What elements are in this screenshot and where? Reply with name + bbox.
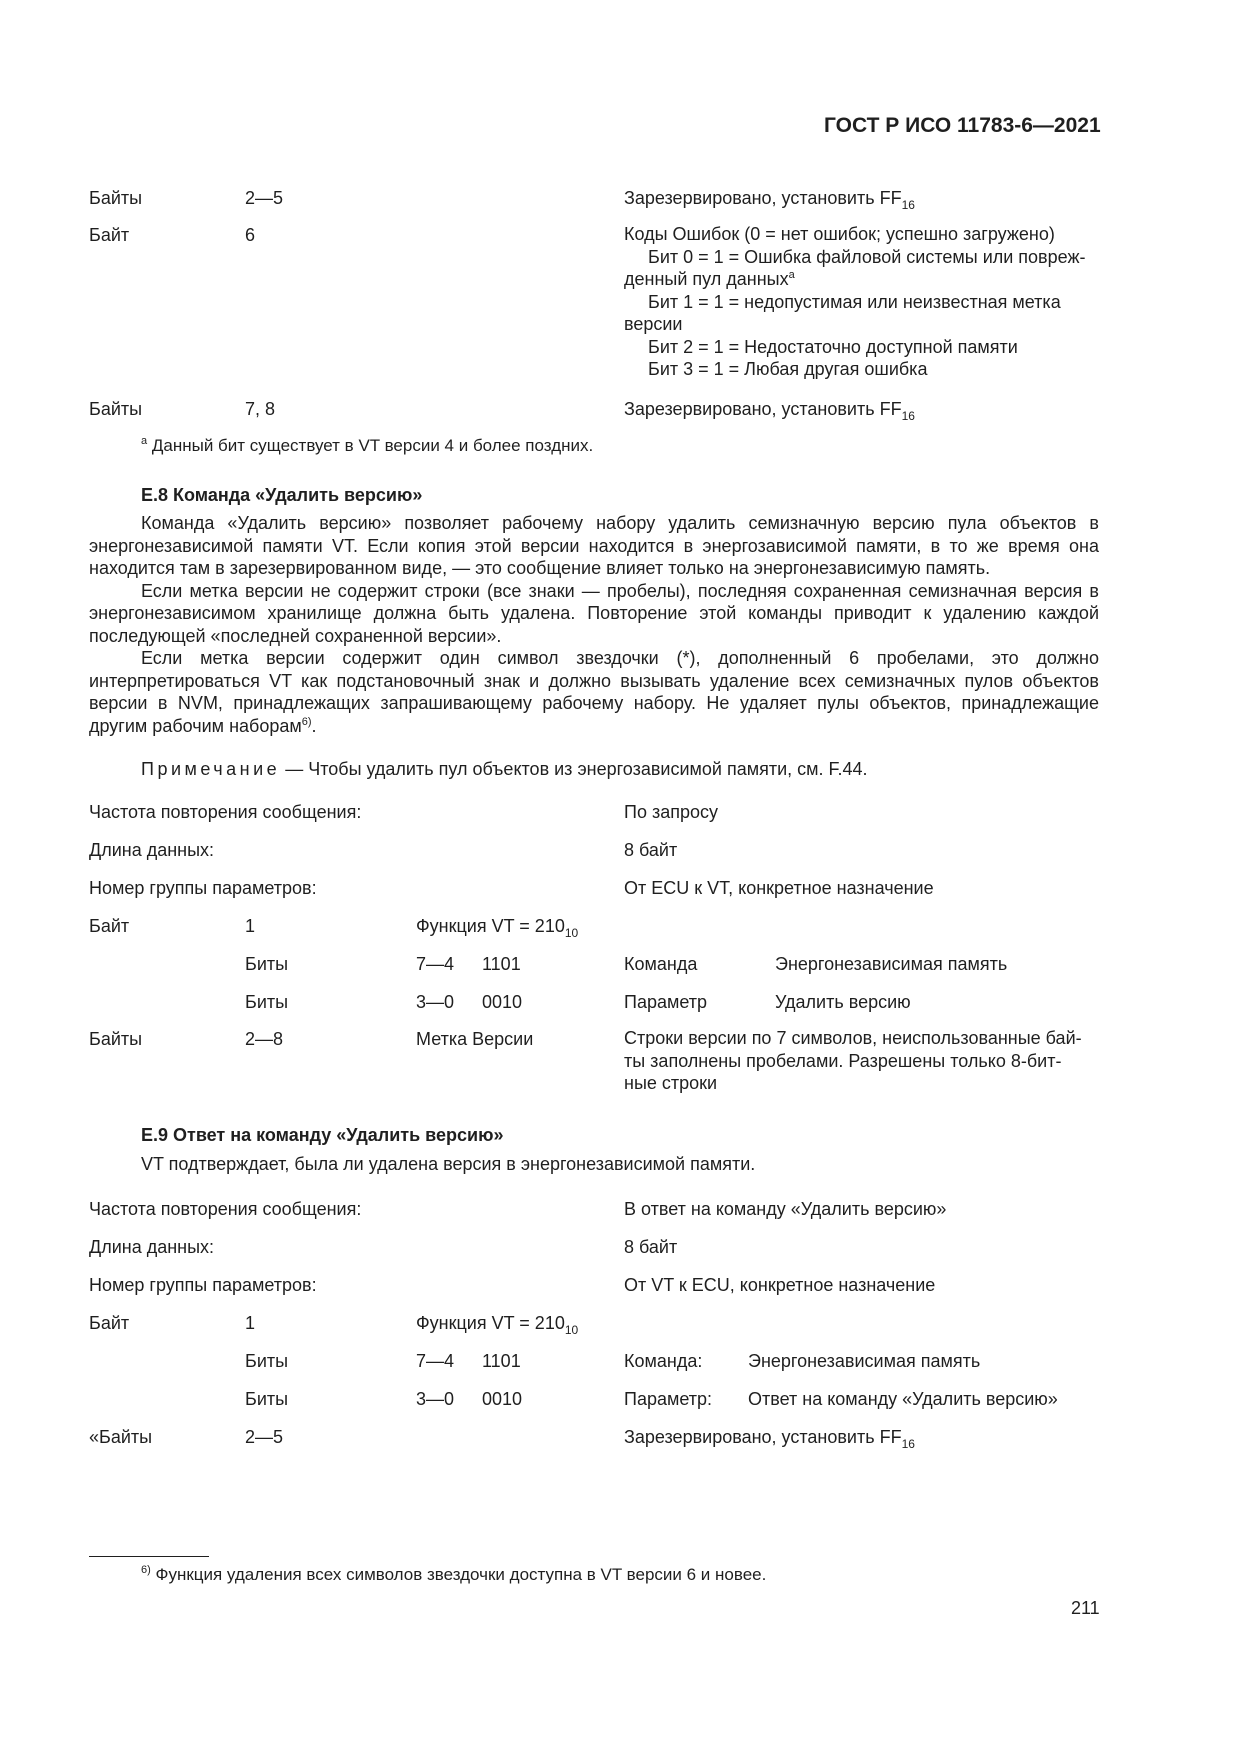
e8-bytes28-pos: 2—8 <box>245 1029 284 1049</box>
e9-bytes25-pos: 2—5 <box>245 1427 284 1447</box>
e8-paragraph-3: Если метка версии содержит один символ звездочки (*), дополненный 6 пробелами, это должно интерпретироваться VT как подстановочный знак и должно вызывать удаление всех семизначных пулов объектов версии в NVM, принадлежащих запрашивающему рабочему набору. Не удаляет пулы объектов, принадлежащие другим рабочим наборам$^{6)}$. <box>89 648 1099 736</box>
e8-byte1-func: Функция VT = $210_{10}$ <box>416 916 579 940</box>
e8-byte1-field: Байт <box>89 916 130 936</box>
e8-byte1-pos: 1 <box>245 916 256 936</box>
document-header: ГОСТ Р ИСО 11783-6—2021 <box>824 114 1101 137</box>
e9-paragraph-1: VT подтверждает, была ли удалена версия в энергонезависимой памяти. <box>141 1154 756 1174</box>
table1-r2-pos: 6 <box>245 225 256 245</box>
e9-length-label: Длина данных: <box>89 1237 215 1257</box>
bit0-line-a: Бит 0 = 1 = Ошибка файловой системы или повреж- <box>648 246 1086 267</box>
e9-bits2-value: 0010 <box>482 1389 523 1409</box>
e8-bytes28-name: Метка Версии <box>416 1029 534 1049</box>
e8-note: Примечание — Чтобы удалить пул объектов из энергозависимой памяти, см. F.44. <box>141 759 868 779</box>
bit0-line-b: денный пул данных$^a$ <box>624 269 795 289</box>
table1-r1-desc: Зарезервировано, установить $FF_{16}$ <box>624 188 915 212</box>
section-e8-heading: E.8 Команда «Удалить версию» <box>141 485 423 505</box>
e9-bits2-range: 3—0 <box>416 1389 455 1409</box>
e9-bits2-meaning: Ответ на команду «Удалить версию» <box>748 1389 1058 1409</box>
e8-bits2-meaning: Удалить версию <box>775 992 911 1012</box>
e8-bits1-meaning: Энергонезависимая память <box>775 954 1008 974</box>
e8-bits1-name: Команда <box>624 954 698 974</box>
e9-rate-value: В ответ на команду «Удалить версию» <box>624 1199 947 1219</box>
e8-bits1-value: 1101 <box>482 954 521 974</box>
e9-bits2-name: Параметр: <box>624 1389 713 1409</box>
error-codes-description: Коды Ошибок (0 = нет ошибок; успешно загружено) Бит 0 = 1 = Ошибка файловой системы или повреж- денный пул данных$^a$ Бит 1 = 1 = недопустимая или неизвестная метка версии Бит 2 = 1 = Недостаточно доступной памяти Бит 3 = 1 = Любая другая ошибка <box>624 223 1100 381</box>
e9-bits1-value: 1101 <box>482 1351 521 1371</box>
e9-pgn-label: Номер группы параметров: <box>89 1275 317 1295</box>
e9-byte1-func: Функция VT = $210_{10}$ <box>416 1313 579 1337</box>
page-number: 211 <box>1071 1598 1100 1618</box>
table1-r1-pos: 2—5 <box>245 188 284 208</box>
e8-length-value: 8 байт <box>624 840 678 860</box>
e8-bits2-range: 3—0 <box>416 992 455 1012</box>
e8-bits2-value: 0010 <box>482 992 523 1012</box>
e8-paragraph-1: Команда «Удалить версию» позволяет рабочему набору удалить семизначную версию пула объектов в энергонезависимой памяти VT. Если копия этой версии находится в энергозависимой памяти, в то же время она находится там в зарезервированном виде, — это сообщение влияет только на энергонезависимую память. <box>89 513 1099 578</box>
table1-r3-pos: 7, 8 <box>245 399 276 419</box>
table1-r3-field: Байты <box>89 399 143 419</box>
e8-pgn-value: От ECU к VT, конкретное назначение <box>624 878 934 898</box>
e9-pgn-value: От VT к ECU, конкретное назначение <box>624 1275 936 1295</box>
bit3-line: Бит 3 = 1 = Любая другая ошибка <box>648 359 928 379</box>
e9-bits1-name: Команда: <box>624 1351 703 1371</box>
table1-r2-field: Байт <box>89 225 130 245</box>
e8-pgn-label: Номер группы параметров: <box>89 878 317 898</box>
e8-rate-value: По запросу <box>624 802 718 822</box>
e9-byte1-pos: 1 <box>245 1313 256 1333</box>
e8-bits1-range: 7—4 <box>416 954 455 974</box>
footnote-separator <box>89 1556 209 1557</box>
table1-note: $^a$ Данный бит существует в VT версии 4 и более поздних. <box>141 435 594 455</box>
e9-rate-label: Частота повторения сообщения: <box>89 1199 362 1219</box>
e9-bits1-range: 7—4 <box>416 1351 455 1371</box>
bit1-line-a: Бит 1 = 1 = недопустимая или неизвестная метка <box>648 291 1061 312</box>
e8-paragraph-2: Если метка версии не содержит строки (все знаки — пробелы), последняя сохраненная семизначная версия в энергонезависимом хранилище должна быть удалена. Повторение этой команды приводит к удалению каждой последующей «последней сохраненной версии». <box>89 580 1099 646</box>
e9-bytes25-field: «Байты <box>89 1427 153 1447</box>
table1-r3-desc: Зарезервировано, установить $FF_{16}$ <box>624 399 915 423</box>
e8-bits2-field: Биты <box>245 992 289 1012</box>
footnote: $^{6)}$ Функция удаления всех символов звездочки доступна в VT версии 6 и новее. <box>141 1564 767 1584</box>
bit1-line-b: версии <box>624 314 683 334</box>
e9-bits2-field: Биты <box>245 1389 289 1409</box>
e8-bytes28-field: Байты <box>89 1029 143 1049</box>
e9-bits1-meaning: Энергонезависимая память <box>748 1351 981 1371</box>
e9-bytes25-desc: Зарезервировано, установить $FF_{16}$ <box>624 1427 915 1451</box>
table1-r1-field: Байты <box>89 188 143 208</box>
e8-length-label: Длина данных: <box>89 840 215 860</box>
section-e9-heading: E.9 Ответ на команду «Удалить версию» <box>141 1125 504 1145</box>
bit2-line: Бит 2 = 1 = Недостаточно доступной памяти <box>648 336 1018 357</box>
e8-bits1-field: Биты <box>245 954 289 974</box>
e8-rate-label: Частота повторения сообщения: <box>89 802 362 822</box>
e8-bytes28-desc: Строки версии по 7 символов, неиспользованные бай- ты заполнены пробелами. Разрешены только 8-бит- ные строки <box>624 1028 1082 1093</box>
e9-length-value: 8 байт <box>624 1237 678 1257</box>
e8-bits2-name: Параметр <box>624 992 708 1012</box>
e9-byte1-field: Байт <box>89 1313 130 1333</box>
section-e8-body <box>89 512 1099 737</box>
e9-bits1-field: Биты <box>245 1351 289 1371</box>
